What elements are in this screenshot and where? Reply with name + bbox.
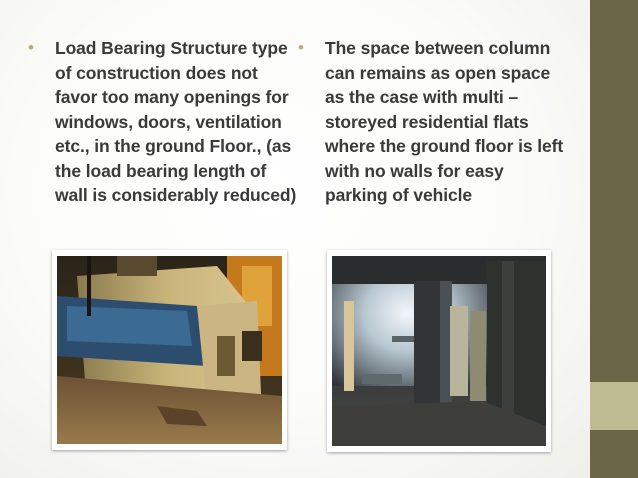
bullet-left (28, 36, 300, 208)
photo-open-ground-floor (327, 250, 551, 452)
sidebar-accent-block (590, 382, 638, 430)
photo-load-bearing-building (52, 250, 287, 450)
bullet-right (298, 36, 570, 208)
bullet-marker: • (298, 38, 304, 57)
bullet-marker: • (28, 38, 34, 57)
bullet-text-load-bearing: Load Bearing Structure type of construction does not favor too many openings for windows, doors, ventilation etc., in the ground Floor., (as the load bearing length of wall is considerably reduced) (55, 38, 297, 205)
bullet-text-column-space: The space between column can remains as open space as the case with multi – storeyed residential flats where the ground floor is left with no walls for easy parking of vehicle (325, 38, 564, 205)
building-photo-image (57, 256, 282, 444)
parking-photo-image (332, 256, 546, 446)
